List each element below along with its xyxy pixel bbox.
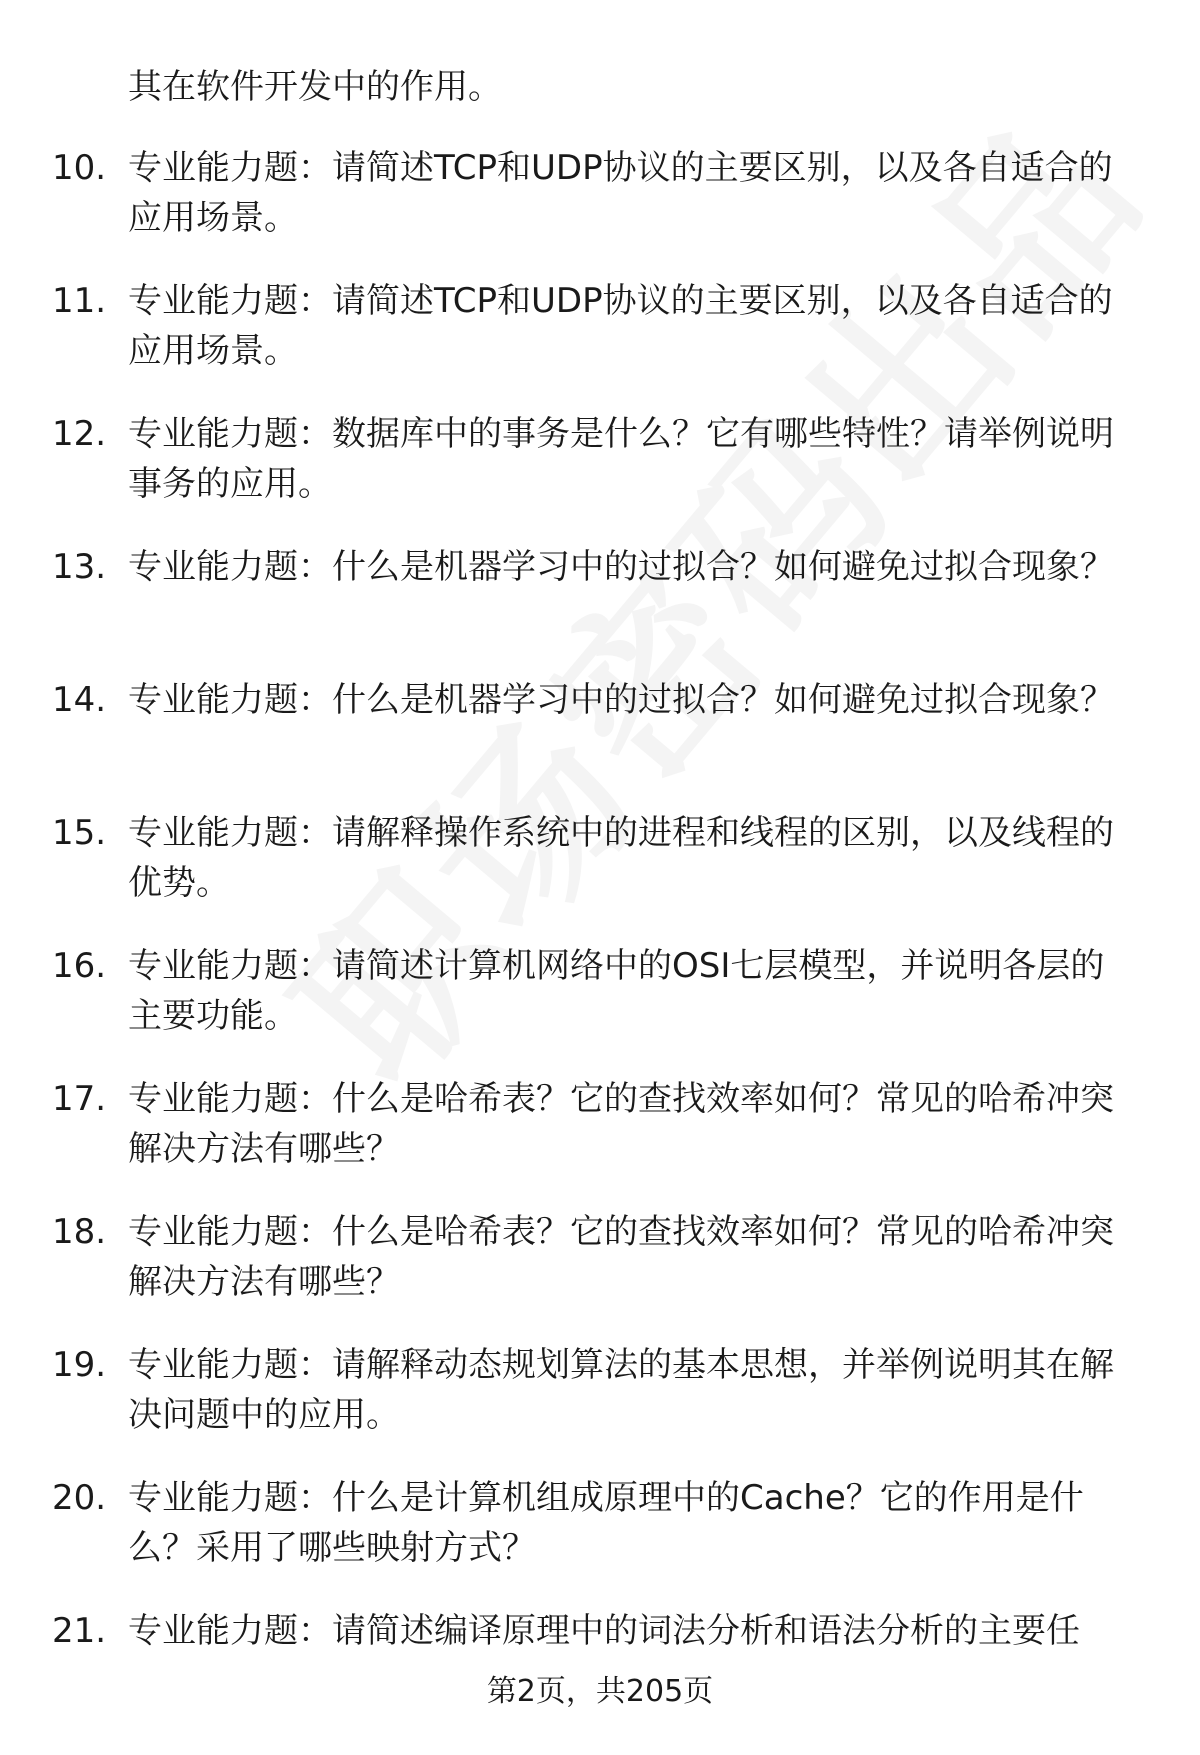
list-item bbox=[0, 1340, 1200, 1473]
item-text: 专业能力题：请解释操作系统中的进程和线程的区别，以及线程的优势。 bbox=[128, 813, 1114, 903]
list-item bbox=[0, 1473, 1200, 1606]
item-text: 专业能力题：请简述TCP和UDP协议的主要区别，以及各自适合的应用场景。 bbox=[128, 148, 1113, 238]
item-number: 19. bbox=[52, 1345, 107, 1385]
item-text: 专业能力题：什么是哈希表？它的查找效率如何？常见的哈希冲突解决方法有哪些？ bbox=[128, 1079, 1114, 1169]
item-number: 10. bbox=[52, 148, 107, 188]
item-number: 11. bbox=[52, 281, 107, 321]
item-number: 14. bbox=[52, 680, 107, 720]
item-text: 专业能力题：什么是计算机组成原理中的Cache？它的作用是什么？采用了哪些映射方式？ bbox=[128, 1478, 1084, 1568]
list-item bbox=[0, 276, 1200, 409]
list-item bbox=[0, 143, 1200, 276]
list-item bbox=[0, 409, 1200, 542]
item-number: 12. bbox=[52, 414, 107, 454]
item-text: 专业能力题：请简述编译原理中的词法分析和语法分析的主要任 bbox=[128, 1611, 1080, 1651]
item-number: 20. bbox=[52, 1478, 107, 1518]
list-item bbox=[0, 1207, 1200, 1340]
item-text: 专业能力题：什么是机器学习中的过拟合？如何避免过拟合现象？ bbox=[128, 680, 1114, 720]
item-number: 13. bbox=[52, 547, 107, 587]
item-number: 18. bbox=[52, 1212, 107, 1252]
item-text: 专业能力题：请简述TCP和UDP协议的主要区别，以及各自适合的应用场景。 bbox=[128, 281, 1113, 371]
item-text: 专业能力题：请解释动态规划算法的基本思想，并举例说明其在解决问题中的应用。 bbox=[128, 1345, 1114, 1435]
list-item bbox=[0, 808, 1200, 941]
item-text: 专业能力题：数据库中的事务是什么？它有哪些特性？请举例说明事务的应用。 bbox=[128, 414, 1114, 504]
list-item bbox=[0, 542, 1200, 675]
item-text: 专业能力题：什么是哈希表？它的查找效率如何？常见的哈希冲突解决方法有哪些？ bbox=[128, 1212, 1114, 1302]
page-number-footer: 第2页，共205页 bbox=[486, 1674, 714, 1709]
list-item bbox=[0, 1074, 1200, 1207]
item-number: 21. bbox=[52, 1611, 107, 1651]
item-number: 17. bbox=[52, 1079, 107, 1119]
item-number: 16. bbox=[52, 946, 107, 986]
list-item bbox=[0, 675, 1200, 808]
continued-paragraph: 其在软件开发中的作用。 bbox=[128, 67, 502, 107]
item-text: 专业能力题：什么是机器学习中的过拟合？如何避免过拟合现象？ bbox=[128, 547, 1114, 587]
item-number: 15. bbox=[52, 813, 107, 853]
item-text: 专业能力题：请简述计算机网络中的OSI七层模型，并说明各层的主要功能。 bbox=[128, 946, 1105, 1036]
list-item bbox=[0, 941, 1200, 1074]
question-list bbox=[0, 143, 1200, 1739]
